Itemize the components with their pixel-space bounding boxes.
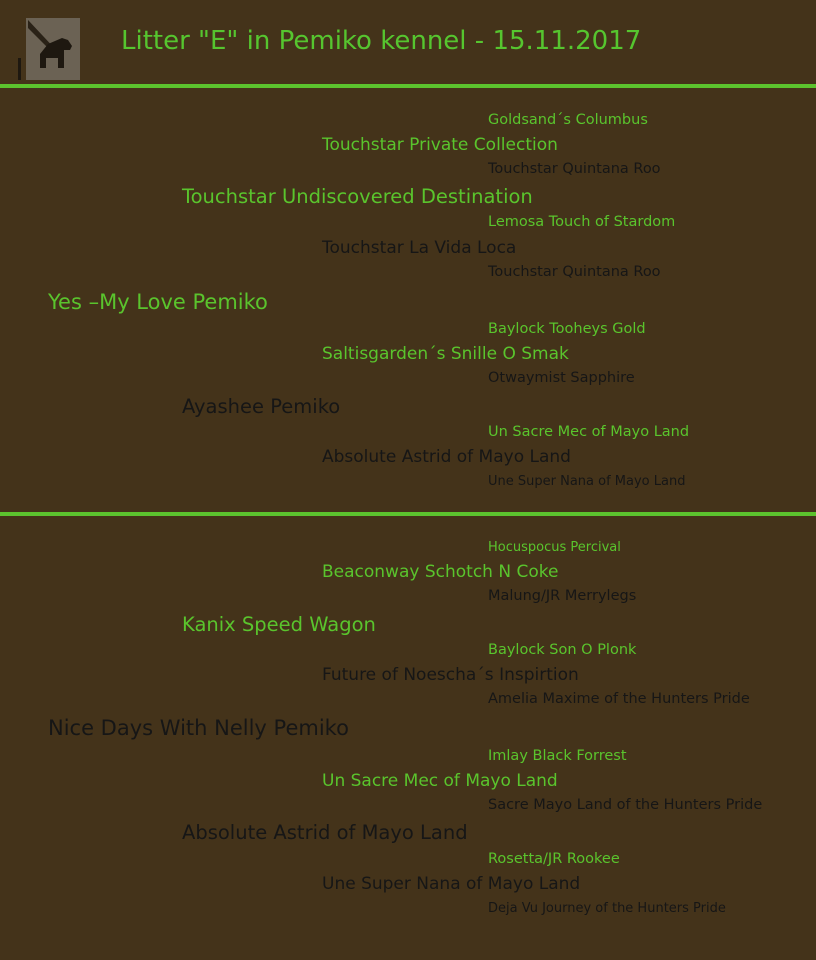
pedigree-ancestor: Amelia Maxime of the Hunters Pride — [488, 691, 750, 707]
pedigree-ancestor: Baylock Tooheys Gold — [488, 321, 646, 337]
pedigree-ancestor: Touchstar Quintana Roo — [488, 264, 661, 280]
pedigree-sire: Touchstar Undiscovered Destination — [182, 185, 533, 208]
dog-silhouette-icon — [18, 18, 80, 90]
kennel-logo — [18, 18, 80, 90]
pedigree-ancestor: Future of Noescha´s Inspirtion — [322, 665, 579, 685]
pedigree-ancestor: Une Super Nana of Mayo Land — [488, 474, 686, 489]
pedigree-ancestor: Touchstar Quintana Roo — [488, 161, 661, 177]
pedigree-dam: Absolute Astrid of Mayo Land — [182, 821, 468, 844]
pedigree-ancestor: Touchstar La Vida Loca — [322, 238, 517, 258]
pedigree-ancestor: Saltisgarden´s Snille O Smak — [322, 344, 569, 364]
pedigree-ancestor: Hocuspocus Percival — [488, 540, 621, 555]
pedigree-subject: Nice Days With Nelly Pemiko — [48, 716, 349, 740]
pedigree-subject: Yes –My Love Pemiko — [48, 290, 268, 314]
pedigree-ancestor: Deja Vu Journey of the Hunters Pride — [488, 901, 726, 916]
pedigree-ancestor: Imlay Black Forrest — [488, 748, 627, 764]
page-title: Litter "E" in Pemiko kennel - 15.11.2017 — [121, 26, 642, 56]
pedigree-ancestor: Touchstar Private Collection — [322, 135, 558, 155]
pedigree-ancestor: Une Super Nana of Mayo Land — [322, 874, 581, 894]
pedigree-ancestor: Sacre Mayo Land of the Hunters Pride — [488, 797, 763, 813]
pedigree-ancestor: Beaconway Schotch N Coke — [322, 562, 559, 582]
middle-divider — [0, 512, 816, 516]
pedigree-ancestor: Un Sacre Mec of Mayo Land — [322, 771, 558, 791]
pedigree-ancestor: Goldsand´s Columbus — [488, 112, 648, 128]
pedigree-ancestor: Un Sacre Mec of Mayo Land — [488, 424, 690, 440]
pedigree-ancestor: Malung/JR Merrylegs — [488, 588, 637, 604]
pedigree-sire: Kanix Speed Wagon — [182, 613, 376, 636]
pedigree-ancestor: Absolute Astrid of Mayo Land — [322, 447, 571, 467]
pedigree-dam: Ayashee Pemiko — [182, 395, 341, 418]
pedigree-ancestor: Lemosa Touch of Stardom — [488, 214, 676, 230]
pedigree-ancestor: Baylock Son O Plonk — [488, 642, 637, 658]
pedigree-ancestor: Rosetta/JR Rookee — [488, 851, 620, 867]
pedigree-ancestor: Otwaymist Sapphire — [488, 370, 635, 386]
top-divider — [0, 84, 816, 88]
